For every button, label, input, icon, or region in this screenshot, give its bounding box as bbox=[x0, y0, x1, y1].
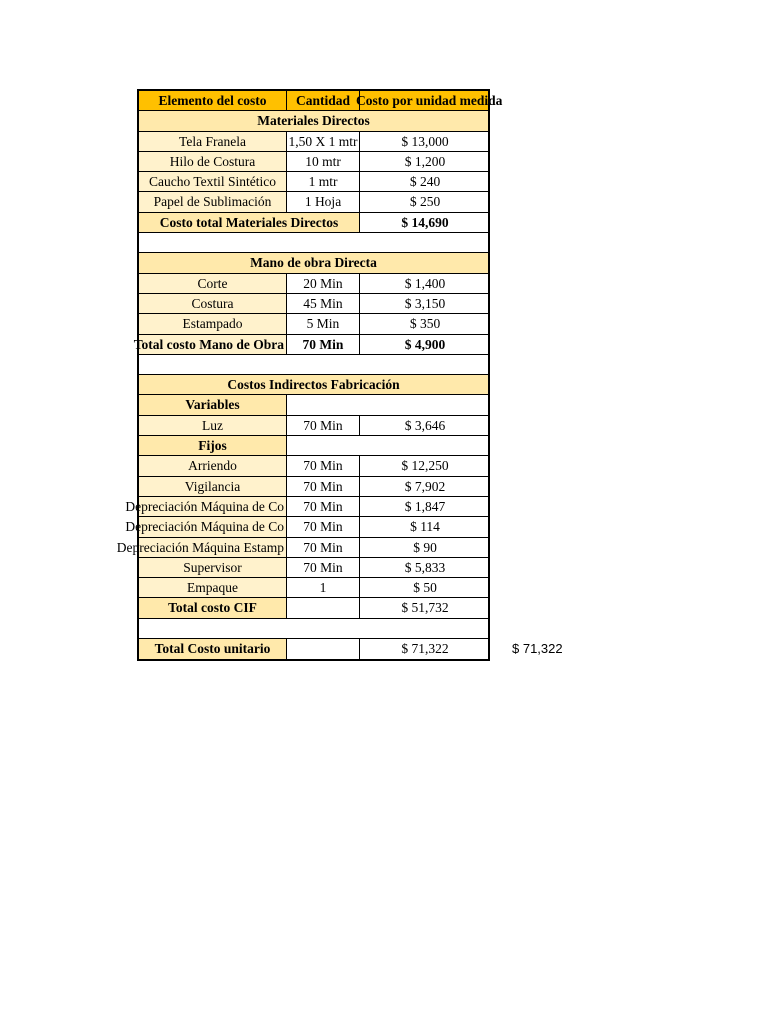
table-row bbox=[139, 416, 488, 436]
table-row bbox=[139, 314, 488, 334]
header-unit-cost[interactable]: Costo por unidad medida bbox=[359, 91, 490, 110]
cost-cell[interactable]: $ 1,200 bbox=[359, 152, 490, 171]
cost-cell[interactable]: $ 1,400 bbox=[359, 274, 490, 293]
qty-cell[interactable]: 70 Min bbox=[286, 416, 359, 435]
cost-cell[interactable]: $ 3,150 bbox=[359, 294, 490, 313]
materiales-total-row bbox=[139, 213, 488, 233]
section-title-cif bbox=[139, 375, 488, 395]
table-row bbox=[125, 517, 488, 537]
mano-obra-title[interactable]: Mano de obra Directa bbox=[250, 255, 377, 271]
item-cell[interactable]: Costura bbox=[139, 294, 286, 313]
table-row bbox=[139, 172, 488, 192]
qty-cell[interactable]: 1 Hoja bbox=[286, 192, 359, 211]
item-cell[interactable]: Caucho Textil Sintético bbox=[139, 172, 286, 191]
table-row bbox=[139, 477, 488, 497]
qty-cell[interactable]: 10 mtr bbox=[286, 152, 359, 171]
blank-row bbox=[139, 355, 488, 375]
section-title-mano-obra bbox=[139, 253, 488, 273]
grand-total-label[interactable]: Total Costo unitario bbox=[139, 639, 286, 659]
cif-title[interactable]: Costos Indirectos Fabricación bbox=[227, 377, 400, 393]
fijos-label[interactable]: Fijos bbox=[139, 436, 286, 455]
item-cell[interactable]: Estampado bbox=[139, 314, 286, 333]
header-element[interactable]: Elemento del costo bbox=[158, 93, 267, 108]
mano-obra-total-qty[interactable]: 70 Min bbox=[286, 335, 359, 354]
item-cell[interactable]: Depreciación Máquina Estamp bbox=[139, 538, 286, 557]
cost-cell[interactable]: $ 240 bbox=[359, 172, 490, 191]
blank-row bbox=[139, 233, 488, 253]
mano-obra-total-cost[interactable]: $ 4,900 bbox=[359, 335, 490, 354]
cost-cell[interactable]: $ 114 bbox=[359, 517, 490, 536]
cif-total-row bbox=[139, 598, 488, 618]
materiales-total-label[interactable]: Costo total Materiales Directos bbox=[139, 213, 359, 232]
cost-cell[interactable]: $ 1,847 bbox=[359, 497, 490, 516]
qty-cell[interactable]: 70 Min bbox=[286, 497, 359, 516]
mano-obra-total-label[interactable]: Total costo Mano de Obra bbox=[139, 335, 286, 354]
qty-cell[interactable]: 45 Min bbox=[286, 294, 359, 313]
table-row bbox=[139, 456, 488, 476]
item-cell[interactable]: Vigilancia bbox=[139, 477, 286, 496]
cif-total-cost[interactable]: $ 51,732 bbox=[359, 598, 490, 617]
empty-cell[interactable] bbox=[286, 598, 359, 617]
header-quantity[interactable]: Cantidad bbox=[286, 91, 359, 110]
item-cell[interactable]: Hilo de Costura bbox=[139, 152, 286, 171]
qty-cell[interactable]: 20 Min bbox=[286, 274, 359, 293]
table-row bbox=[139, 578, 488, 598]
grand-total-cost[interactable]: $ 71,322 bbox=[359, 639, 490, 659]
table-row bbox=[116, 538, 488, 558]
table-row bbox=[139, 132, 488, 152]
qty-cell[interactable]: 5 Min bbox=[286, 314, 359, 333]
empty-cell[interactable] bbox=[286, 436, 490, 455]
grand-total-row bbox=[139, 639, 488, 659]
qty-cell[interactable]: 70 Min bbox=[286, 558, 359, 577]
table-row bbox=[125, 497, 488, 517]
empty-cell[interactable] bbox=[286, 639, 359, 659]
table-row bbox=[139, 294, 488, 314]
qty-cell[interactable]: 70 Min bbox=[286, 477, 359, 496]
materiales-total-cost[interactable]: $ 14,690 bbox=[359, 213, 490, 232]
cif-variables-row bbox=[139, 395, 488, 415]
item-cell[interactable]: Tela Franela bbox=[139, 132, 286, 151]
item-cell[interactable]: Empaque bbox=[139, 578, 286, 597]
header-row bbox=[139, 91, 503, 111]
mano-obra-total-row bbox=[133, 335, 488, 355]
item-cell[interactable]: Corte bbox=[139, 274, 286, 293]
qty-cell[interactable]: 70 Min bbox=[286, 456, 359, 475]
cost-cell[interactable]: $ 13,000 bbox=[359, 132, 490, 151]
table-row bbox=[139, 558, 488, 578]
item-cell[interactable]: Depreciación Máquina de Co bbox=[139, 517, 286, 536]
section-title-materiales bbox=[139, 111, 488, 131]
table-row bbox=[139, 274, 488, 294]
cif-total-label[interactable]: Total costo CIF bbox=[139, 598, 286, 617]
cost-cell[interactable]: $ 50 bbox=[359, 578, 490, 597]
item-cell[interactable]: Papel de Sublimación bbox=[139, 192, 286, 211]
qty-cell[interactable]: 1 mtr bbox=[286, 172, 359, 191]
table-row bbox=[139, 152, 488, 172]
item-cell[interactable]: Supervisor bbox=[139, 558, 286, 577]
blank-row bbox=[139, 619, 488, 639]
cost-cell[interactable]: $ 250 bbox=[359, 192, 490, 211]
qty-cell[interactable]: 1,50 X 1 mtr bbox=[286, 132, 359, 151]
total-cost-external-cell[interactable]: $ 71,322 bbox=[512, 641, 563, 656]
variables-label[interactable]: Variables bbox=[139, 395, 286, 414]
item-cell[interactable]: Depreciación Máquina de Co bbox=[139, 497, 286, 516]
cif-fijos-row bbox=[139, 436, 488, 456]
cost-cell[interactable]: $ 350 bbox=[359, 314, 490, 333]
item-cell[interactable]: Luz bbox=[139, 416, 286, 435]
cost-cell[interactable]: $ 3,646 bbox=[359, 416, 490, 435]
item-cell[interactable]: Arriendo bbox=[139, 456, 286, 475]
qty-cell[interactable]: 1 bbox=[286, 578, 359, 597]
cost-cell[interactable]: $ 5,833 bbox=[359, 558, 490, 577]
cost-cell[interactable]: $ 90 bbox=[359, 538, 490, 557]
cost-cell[interactable]: $ 12,250 bbox=[359, 456, 490, 475]
cost-cell[interactable]: $ 7,902 bbox=[359, 477, 490, 496]
materiales-title[interactable]: Materiales Directos bbox=[257, 113, 370, 129]
cost-table bbox=[116, 89, 503, 661]
qty-cell[interactable]: 70 Min bbox=[286, 538, 359, 557]
table-row bbox=[139, 192, 488, 212]
qty-cell[interactable]: 70 Min bbox=[286, 517, 359, 536]
empty-cell[interactable] bbox=[286, 395, 490, 414]
